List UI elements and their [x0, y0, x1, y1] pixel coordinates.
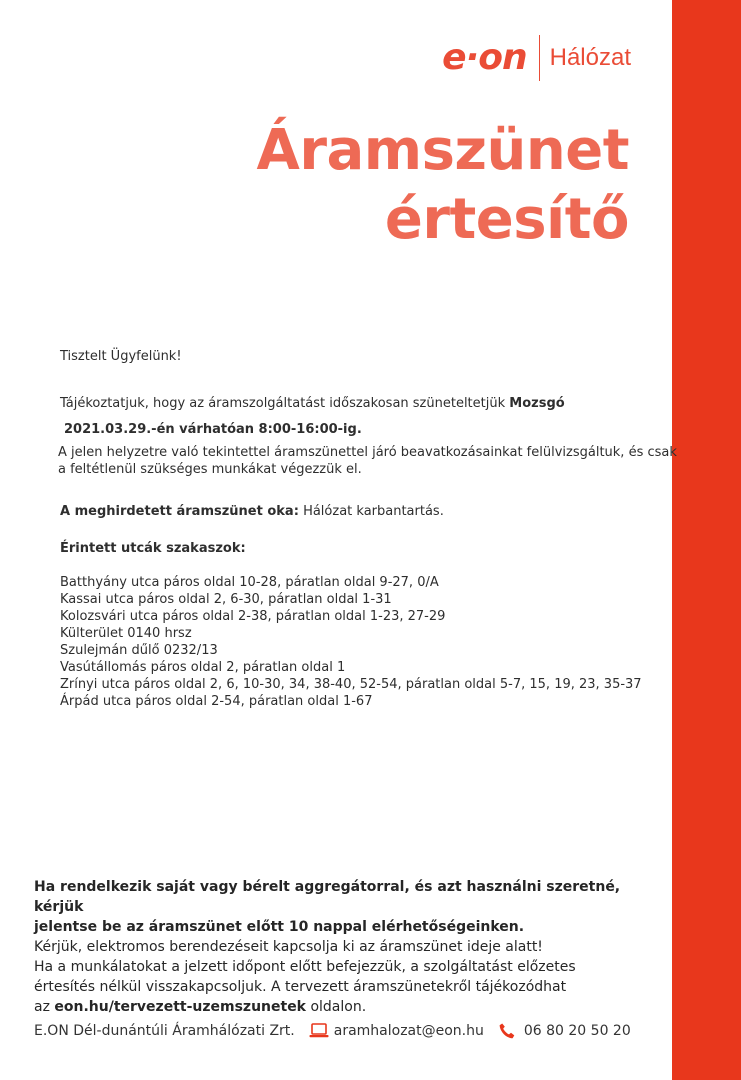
logo-division: Hálózat	[549, 44, 631, 71]
list-item: Zrínyi utca páros oldal 2, 6, 10-30, 34, 38-40, 52-54, páratlan oldal 5-7, 15, 19, 23, 35-37	[60, 677, 642, 692]
laptop-icon	[309, 1023, 329, 1039]
reason	[60, 503, 444, 520]
footer-line3: Kérjük, elektromos berendezéseit kapcsolja ki az áramszünet ideje alatt!	[34, 939, 543, 955]
list-item: Szulejmán dűlő 0232/13	[60, 643, 218, 658]
footer-line6-prefix: az	[34, 999, 55, 1015]
notice	[58, 444, 678, 478]
logo-divider	[539, 35, 540, 81]
title-line1: Áramszünet	[256, 118, 629, 183]
list-item: Kassai utca páros oldal 2, 6-30, páratlan oldal 1-31	[60, 592, 392, 607]
footer-line4: Ha a munkálatokat a jelzett időpont előtt befejezzük, a szolgáltatást előzetes	[34, 959, 576, 975]
reason-label: A meghirdetett áramszünet oka:	[60, 504, 299, 519]
notice-line1: A jelen helyzetre való tekintettel áramszünettel járó beavatkozásainkat felülvizsgáltuk, és csak	[58, 445, 677, 460]
intro-text: Tájékoztatjuk, hogy az áramszolgáltatást időszakosan szüneteltetjük	[60, 396, 510, 411]
orange-side-bar	[672, 0, 741, 1080]
intro-line	[60, 395, 565, 412]
list-item: Kolozsvári utca páros oldal 2-38, páratlan oldal 1-23, 27-29	[60, 609, 446, 624]
footer-bold-line1: Ha rendelkezik saját vagy bérelt aggregátorral, és azt használni szeretné, kérjük	[34, 879, 621, 915]
title-line2: értesítő	[384, 187, 629, 252]
location: Mozsgó	[509, 396, 565, 411]
list-item: Batthyány utca páros oldal 10-28, páratlan oldal 9-27, 0/A	[60, 575, 439, 590]
reason-value: Hálózat karbantartás.	[303, 504, 444, 519]
contact-row	[34, 1020, 631, 1042]
streets-list	[60, 574, 670, 710]
eon-wordmark: e·on	[442, 37, 527, 78]
list-item: Árpád utca páros oldal 2-54, páratlan oldal 1-67	[60, 694, 373, 709]
schedule-link[interactable]: eon.hu/tervezett-uzemszunetek	[54, 999, 306, 1015]
footer-notice	[34, 877, 634, 1017]
schedule: 2021.03.29.-én várhatóan 8:00-16:00-ig.	[64, 422, 362, 437]
greeting: Tisztelt Ügyfelünk!	[60, 349, 182, 364]
list-item: Vasútállomás páros oldal 2, páratlan oldal 1	[60, 660, 346, 675]
notice-line2: a feltétlenül szükséges munkákat végezzük el.	[58, 462, 362, 477]
email-link[interactable]: aramhalozat@eon.hu	[333, 1023, 484, 1039]
company-name: E.ON Dél-dunántúli Áramhálózati Zrt.	[34, 1023, 295, 1039]
footer-line6-suffix: oldalon.	[306, 999, 367, 1015]
footer-line6	[34, 997, 634, 1017]
footer-line5: értesítés nélkül visszakapcsoljuk. A tervezett áramszünetekről tájékozódhat	[34, 979, 567, 995]
streets-label: Érintett utcák szakaszok:	[60, 541, 246, 556]
eon-logo	[442, 36, 631, 80]
phone-icon	[498, 1022, 516, 1040]
footer-bold-line2: jelentse be az áramszünet előtt 10 nappal elérhetőségeinken.	[34, 919, 525, 935]
list-item: Külterület 0140 hrsz	[60, 626, 192, 641]
phone-number[interactable]: 06 80 20 50 20	[523, 1023, 631, 1039]
